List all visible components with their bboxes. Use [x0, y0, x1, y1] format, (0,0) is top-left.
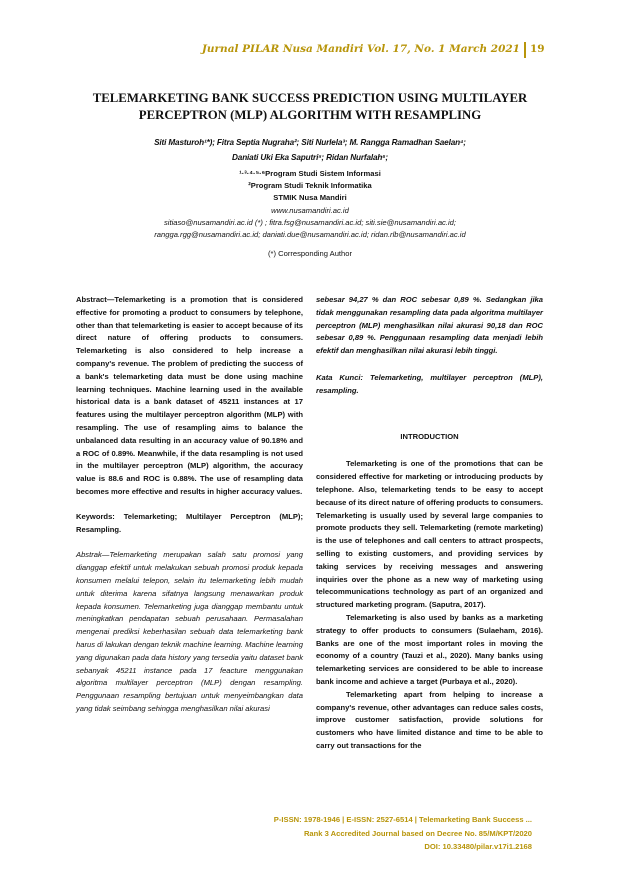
title-line: TELEMARKETING BANK SUCCESS PREDICTION USING MULTILAYER — [92, 91, 528, 105]
author-list — [60, 135, 560, 165]
journal-name: Jurnal PILAR Nusa Mandiri Vol. 17, No. 1 March 2021 — [201, 43, 520, 55]
author-emails-2: rangga.rgg@nusamandiri.ac.id; daniati.due@nusamandiri.ac.id; ridan.rlb@nusamandiri.ac.id — [154, 230, 466, 240]
paper-title — [60, 90, 560, 124]
header-separator — [524, 42, 526, 58]
intro-paragraph: Telemarketing is one of the promotions that can be considered effective for marketing or introducing products by telephone. Also, telemarketing tends to be easy to accept because of its direct nature of offering products to consumers. Telemarketing is usually used by several large companies to promote products they sell. Telemarketing (remote marketing) is the use of telephones and call centers to attract prospects, selling to existing customers, and providing services by taking services by receiving messages and answering inquiries over the phone as a new way of marketing using telecommunications technology as part of an organized and structured marketing program. (Saputra, 2017). — [316, 459, 544, 610]
corresponding-author-note: (*) Corresponding Author — [268, 249, 352, 259]
affiliation-program-2: ²Program Studi Teknik Informatika — [248, 181, 372, 191]
intro-paragraph: Telemarketing is also used by banks as a marketing strategy to offer products to consumers (Sulaeham, 2016). Banks are one of the most important roles in moving the economy of a country (Tauzi et al., 2020). Many banks using telemarketing services are considered to be able to increase bank income and achieve a target (Purbaya et al., 2020). — [316, 612, 543, 686]
affiliations — [60, 168, 560, 260]
affiliation-institution: STMIK Nusa Mandiri — [273, 193, 347, 203]
author-line: Siti Masturoh¹*); Fitra Septia Nugraha²; Siti Nurlela³; M. Rangga Ramadhan Saelan⁴; — [154, 138, 466, 147]
left-column — [76, 294, 303, 716]
intro-paragraph: Telemarketing apart from helping to increase a company's revenue, other advantages can reduce sales costs, improve customer satisfaction, provide solutions for customers who have limited distance and time to be able to carry out transactions for the — [316, 689, 543, 750]
affiliation-website: www.nusamandiri.ac.id — [271, 205, 349, 215]
author-emails-1: sitiaso@nusamandiri.ac.id (*) ; fitra.fsg@nusamandiri.ac.id; siti.sie@nusamandiri.ac.id; — [164, 217, 456, 227]
keywords-indonesian: Kata Kunci: Telemarketing, multilayer perceptron (MLP), resampling. — [316, 372, 543, 395]
affiliation-program-1: ¹·³·⁴·⁵·⁶Program Studi Sistem Informasi — [239, 169, 381, 178]
footer-accreditation: Rank 3 Accredited Journal based on Decree No. 85/M/KPT/2020 — [303, 828, 532, 838]
page-number: 19 — [530, 43, 545, 55]
title-line: PERCEPTRON (MLP) ALGORITHM WITH RESAMPLING — [138, 108, 482, 122]
footer-doi: DOI: 10.33480/pilar.v17i1.2168 — [424, 842, 532, 851]
keywords-english: Keywords: Telemarketing; Multilayer Perceptron (MLP); Resampling. — [76, 511, 303, 534]
page-footer — [172, 813, 532, 854]
abstract-english: Abstract—Telemarketing is a promotion that is considered effective for promoting a product to consumers by telephone, other than that telemarketing is easier to accept because of its direct nature of offering products to consumers. Telemarketing is also considered to help increase a company's revenue. The problem of predicting the success of a bank's telemarketing data must be done using machine learning techniques. Machine learning used in the available historical data is a bank dataset of 45211 instances at 17 features using the multilayer perceptron algorithm (MLP) with resampling. The use of resampling aims to balance the unbalanced data resulting in an accuracy value of 90.18% and a ROC of 0.89%. Meanwhile, if the data resampling is not used in the multilayer perceptron (MLP) algorithm, the accuracy value is 88.6 and ROC is 0.88%. The use of resampling data becomes more effective and results in higher accuracy values. — [76, 295, 303, 496]
abstract-indonesian-continued: sebesar 94,27 % dan ROC sebesar 0,89 %. Sedangkan jika tidak menggunakan resampling data pada algoritma multilayer perceptron (MLP) menghasilkan nilai akurasi 90,18 dan ROC sebesar 0,89 %. Penggunaan resampling data menjadi lebih efektif dan menghasilkan nilai akurasi lebih tinggi. — [316, 295, 543, 356]
section-heading-introduction: INTRODUCTION — [400, 431, 459, 441]
spacer — [60, 241, 560, 248]
author-line: Daniati Uki Eka Saputri⁵; Ridan Nurfalah⁶; — [232, 153, 388, 162]
right-column — [316, 294, 543, 753]
footer-issn: P-ISSN: 1978-1946 | E-ISSN: 2527-6514 | Telemarketing Bank Success ... — [273, 815, 532, 824]
abstract-indonesian: Abstrak—Telemarketing merupakan salah satu promosi yang dianggap efektif untuk melakukan sebuah promosi produk kepada konsumen melalui telepon, selain itu telemarketing lebih mudah untuk diterima karena sifatnya langsung menawarkan produk kepada konsumen. Telemarketing juga dianggap membantu untuk meningkatkan pendapatan sebuah perusahaan. Permasalahan mengenai prediksi keberhasilan sebuah data telemarketing bank harus di lakukan dengan teknik machine learning. Machine learning yang digunakan pada data history yang tersedia yaitu dataset bank sebanyak 45211 instance pada 17 feacture menggunakan algoritma multilayer perceptron (MLP) dengan resampling. Penggunaan resampling bertujuan untuk menyeimbangkan data yang tidak seimbang sehingga menghasilkan nilai akurasi — [76, 550, 303, 713]
running-header — [0, 43, 620, 59]
